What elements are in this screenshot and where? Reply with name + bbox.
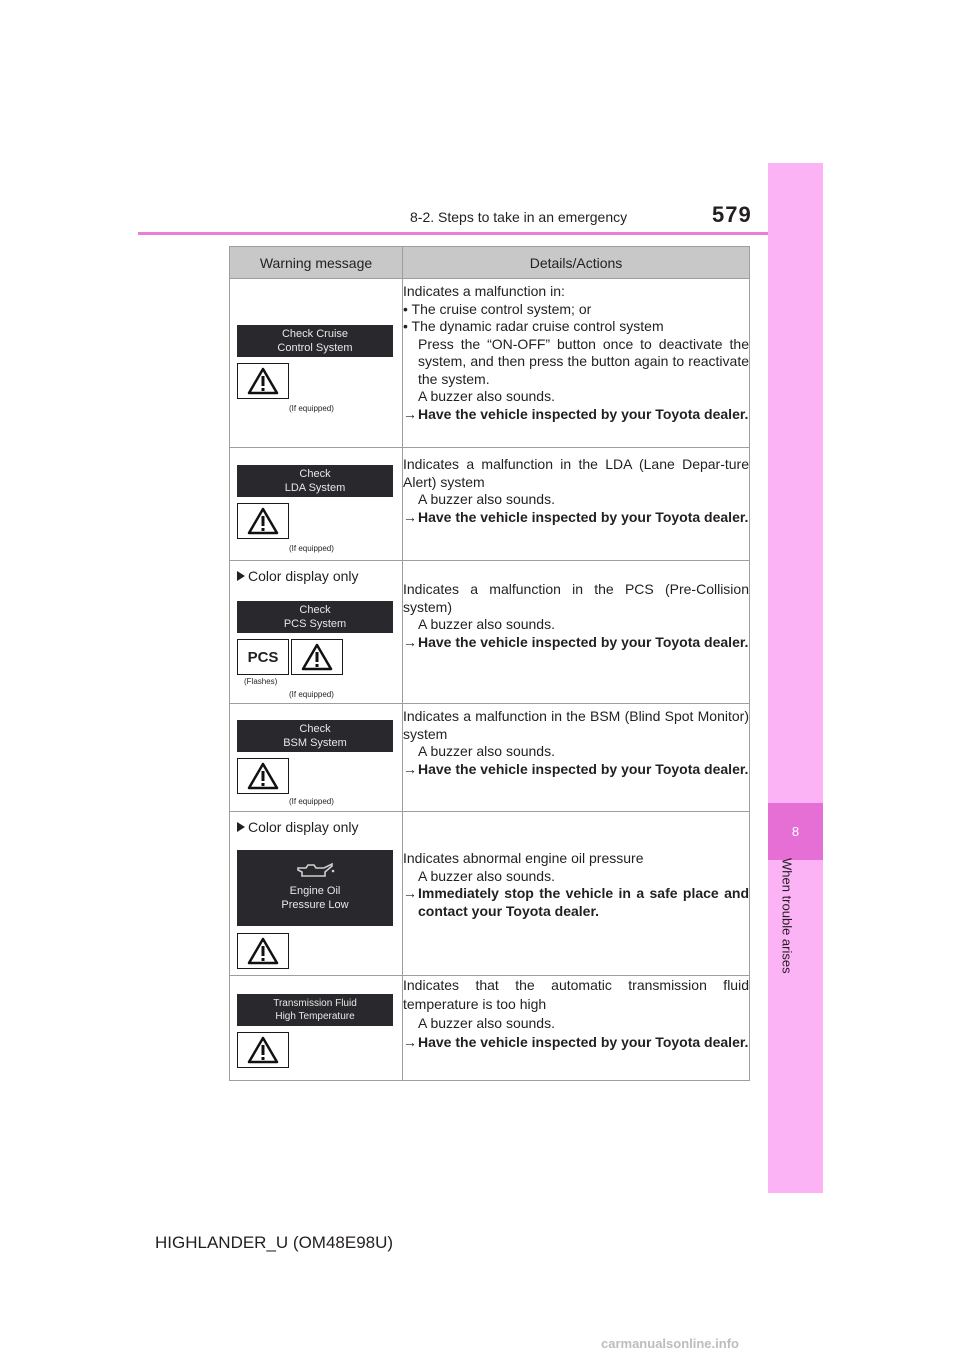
if-equipped-note: (If equipped) [289,404,334,413]
details-cell [403,561,750,704]
table-row [230,448,750,561]
details-intro: Indicates abnormal engine oil pressure [403,850,644,866]
details-cell [403,976,750,1081]
warning-message-cell [230,561,403,704]
warning-light-box [237,363,289,399]
display-banner [237,601,393,633]
if-equipped-note: (If equipped) [289,690,334,699]
details-intro: Indicates a malfunction in the BSM (Blind Spot Monitor) system [403,708,749,742]
action-label: Have the vehicle inspected by your Toyota dealer. [418,633,749,650]
display-banner [237,994,393,1026]
action-label: Have the vehicle inspected by your Toyota dealer. [418,1034,749,1050]
banner-line: Check [299,723,331,735]
header-rule [138,232,823,235]
page-number: 579 [712,202,752,227]
subhead-label: Color display only [248,568,359,584]
warning-triangle-icon [247,762,279,790]
subhead-triangle-icon [237,822,245,832]
action-label: Immediately stop the vehicle in a safe place and contact your Toyota dealer. [418,885,749,919]
banner-line: Check [299,468,331,480]
arrow-icon: → [403,760,417,777]
chapter-title: When trouble arises [779,858,795,974]
warning-triangle-icon [247,937,279,965]
oil-can-icon [294,860,336,878]
action-text [403,406,749,424]
color-display-subhead [237,568,359,584]
details-intro: Indicates a malfunction in: [403,283,565,299]
banner-line: Check Cruise [281,328,349,340]
display-banner [237,720,393,752]
warning-message-table [229,246,750,1081]
table-row [230,976,750,1081]
banner-line: Engine Oil [289,885,341,897]
banner-line: Control System [277,342,353,354]
arrow-icon: → [403,405,417,422]
details-intro: Indicates that the automatic transmission fluid temperature is too high [403,977,749,1012]
banner-line: High Temperature [275,1011,355,1022]
arrow-icon: → [403,633,417,650]
details-cell [403,448,750,561]
table-row [230,561,750,704]
banner-line: Transmission Fluid [273,998,357,1009]
details-text: Press the “ON-OFF” button once to deactivate the system, and then press the button again to reactivate the system. [418,335,749,387]
buzzer-note: A buzzer also sounds. [418,388,555,404]
action-text [403,1033,749,1052]
banner-line: PCS System [283,618,347,630]
details-cell [403,812,750,976]
action-text [403,509,749,527]
arrow-icon: → [403,885,417,901]
arrow-icon: → [403,1034,417,1050]
if-equipped-note: (If equipped) [289,544,334,553]
table-header-row [230,247,750,279]
warning-light-box [237,758,289,794]
display-banner [237,465,393,497]
chapter-side-tab [768,163,823,1193]
action-text [403,761,749,779]
warning-message-cell [230,704,403,812]
flashes-note: (Flashes) [244,677,278,686]
banner-line: Pressure Low [281,899,349,911]
warning-message-cell [230,448,403,561]
buzzer-note: A buzzer also sounds. [418,616,555,632]
if-equipped-note: (If equipped) [289,797,334,806]
buzzer-note: A buzzer also sounds. [418,743,555,759]
watermark: carmanualsonline.info [601,1336,739,1351]
table-row [230,704,750,812]
action-text [403,885,749,920]
details-bullet: • The dynamic radar cruise control system [403,318,664,334]
display-banner [237,325,393,357]
action-text [403,634,749,652]
action-label: Have the vehicle inspected by your Toyota dealer. [418,405,749,422]
table-row [230,279,750,448]
warning-triangle-icon [301,643,333,671]
banner-line: BSM System [283,737,347,749]
column-header-details: Details/Actions [403,247,750,279]
buzzer-note: A buzzer also sounds. [418,867,555,884]
warning-message-cell [230,976,403,1081]
subhead-triangle-icon [237,571,245,581]
banner-line: Check [299,604,331,616]
subhead-label: Color display only [248,819,359,835]
details-bullet: • The cruise control system; or [403,300,592,317]
warning-light-box [237,503,289,539]
warning-triangle-icon [247,367,279,395]
model-code: HIGHLANDER_U (OM48E98U) [155,1233,394,1252]
action-label: Have the vehicle inspected by your Toyota dealer. [418,760,749,777]
warning-triangle-icon [247,1036,279,1064]
warning-light-box [237,933,289,969]
warning-message-cell [230,279,403,448]
details-cell [403,279,750,448]
details-intro: Indicates a malfunction in the LDA (Lane Depar-ture Alert) system [403,456,749,490]
banner-line: LDA System [284,482,346,494]
pcs-indicator: PCS [237,639,289,675]
buzzer-note: A buzzer also sounds. [418,1015,555,1031]
table-row [230,812,750,976]
column-header-warning: Warning message [230,247,403,279]
display-banner [237,850,393,926]
color-display-subhead [237,819,359,835]
chapter-number: 8 [768,803,823,860]
details-cell [403,704,750,812]
action-label: Have the vehicle inspected by your Toyota dealer. [418,508,749,525]
warning-light-box [237,1032,289,1068]
buzzer-note: A buzzer also sounds. [418,491,555,507]
warning-message-cell [230,812,403,976]
section-title: 8-2. Steps to take in an emergency [410,209,628,225]
warning-triangle-icon [247,507,279,535]
arrow-icon: → [403,508,417,525]
details-intro: Indicates a malfunction in the PCS (Pre-Collision system) [403,581,749,615]
warning-light-box [291,639,343,675]
